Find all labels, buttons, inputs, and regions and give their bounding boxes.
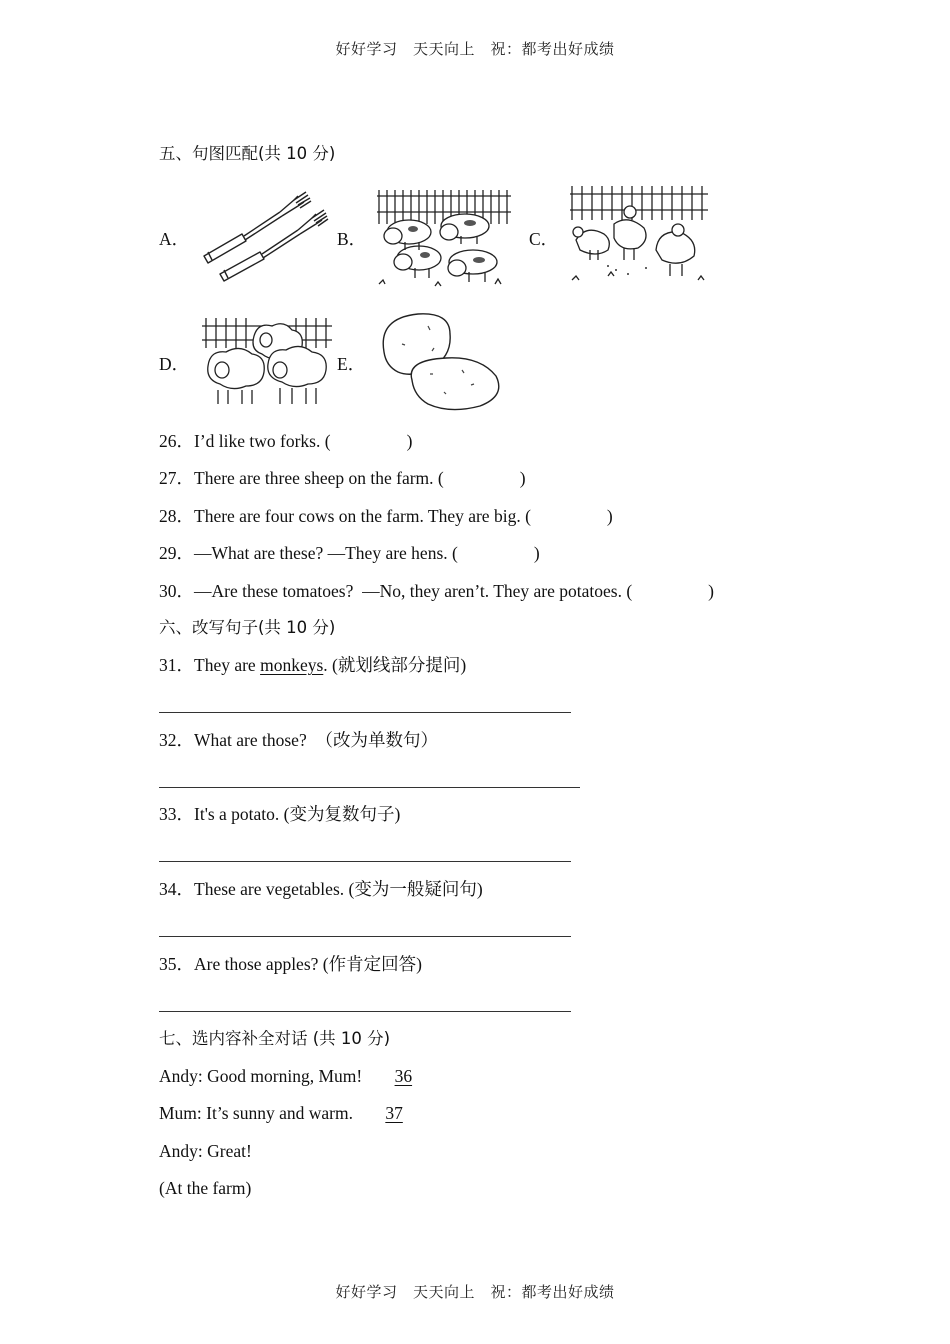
blank-number: 37 bbox=[385, 1103, 403, 1123]
question-number: 27． bbox=[159, 468, 194, 488]
answer-line-34[interactable] bbox=[159, 936, 571, 937]
hens-icon bbox=[568, 184, 712, 288]
question-number: 32． bbox=[159, 730, 194, 750]
option-a-label: A． bbox=[159, 229, 190, 249]
option-e-label: E． bbox=[337, 354, 366, 374]
question-33 bbox=[159, 803, 400, 825]
question-text: It's a potato. (变为复数句子) bbox=[194, 804, 401, 824]
section-5-title: 五、句图匹配(共 10 分) bbox=[159, 144, 336, 163]
option-d-label: D． bbox=[159, 354, 190, 374]
question-number: 35． bbox=[159, 954, 194, 974]
potatoes-icon bbox=[378, 308, 506, 412]
page-footer: 好好学习 天天向上 祝：都考出好成绩 bbox=[335, 1283, 615, 1301]
answer-line-31[interactable] bbox=[159, 712, 571, 713]
question-29 bbox=[159, 542, 540, 564]
close-paren: ) bbox=[533, 543, 540, 563]
question-text: —Are these tomatoes? —No, they aren’t. They are potatoes. ( bbox=[194, 581, 633, 601]
question-26 bbox=[159, 430, 412, 452]
dialogue-text: Mum: It’s sunny and warm. bbox=[159, 1103, 358, 1123]
question-34 bbox=[159, 878, 483, 900]
question-31 bbox=[159, 654, 466, 676]
question-text: Are those apples? (作肯定回答) bbox=[194, 954, 422, 974]
dialogue-line-4: (At the farm) bbox=[159, 1178, 252, 1198]
answer-line-32[interactable] bbox=[159, 787, 580, 788]
question-text: They are bbox=[194, 655, 261, 675]
dialogue-line-3: Andy: Great! bbox=[159, 1141, 252, 1161]
question-30 bbox=[159, 580, 714, 602]
question-number: 30． bbox=[159, 581, 194, 601]
underlined-word: monkeys bbox=[260, 655, 324, 675]
section-7-title: 七、选内容补全对话 (共 10 分) bbox=[159, 1029, 391, 1048]
close-paren: ) bbox=[606, 506, 613, 526]
question-number: 28． bbox=[159, 506, 194, 526]
question-number: 31． bbox=[159, 655, 194, 675]
question-35 bbox=[159, 953, 422, 975]
question-number: 34． bbox=[159, 879, 194, 899]
close-paren: ) bbox=[406, 431, 413, 451]
forks-icon bbox=[198, 186, 330, 286]
question-text: There are three sheep on the farm. ( bbox=[194, 468, 444, 488]
question-text: I’d like two forks. ( bbox=[194, 431, 331, 451]
question-28 bbox=[159, 505, 613, 527]
cows-icon bbox=[375, 186, 515, 290]
blank-number: 36 bbox=[394, 1066, 413, 1086]
blank-37[interactable] bbox=[357, 1103, 425, 1123]
question-text: There are four cows on the farm. They are big. ( bbox=[194, 506, 531, 526]
sheep-icon bbox=[200, 314, 336, 412]
close-paren: ) bbox=[519, 468, 526, 488]
question-instruction: . (就划线部分提问) bbox=[323, 655, 467, 675]
blank-36[interactable] bbox=[367, 1066, 435, 1086]
question-32 bbox=[159, 729, 438, 751]
answer-line-33[interactable] bbox=[159, 861, 571, 862]
page-header: 好好学习 天天向上 祝：都考出好成绩 bbox=[335, 40, 615, 58]
question-number: 29． bbox=[159, 543, 194, 563]
option-c-label: C． bbox=[529, 229, 559, 249]
dialogue-text: Andy: Good morning, Mum! bbox=[159, 1066, 367, 1086]
dialogue-line-1 bbox=[159, 1065, 434, 1087]
option-b-label: B． bbox=[337, 229, 367, 249]
dialogue-line-2 bbox=[159, 1102, 425, 1124]
answer-line-35[interactable] bbox=[159, 1011, 571, 1012]
question-text: —What are these? —They are hens. ( bbox=[194, 543, 458, 563]
question-text: What are those? （改为单数句） bbox=[194, 730, 438, 750]
close-paren: ) bbox=[708, 581, 714, 601]
question-27 bbox=[159, 467, 526, 489]
section-6-title: 六、改写句子(共 10 分) bbox=[159, 618, 336, 637]
question-number: 26． bbox=[159, 431, 194, 451]
question-number: 33． bbox=[159, 804, 194, 824]
question-text: These are vegetables. (变为一般疑问句) bbox=[194, 879, 483, 899]
